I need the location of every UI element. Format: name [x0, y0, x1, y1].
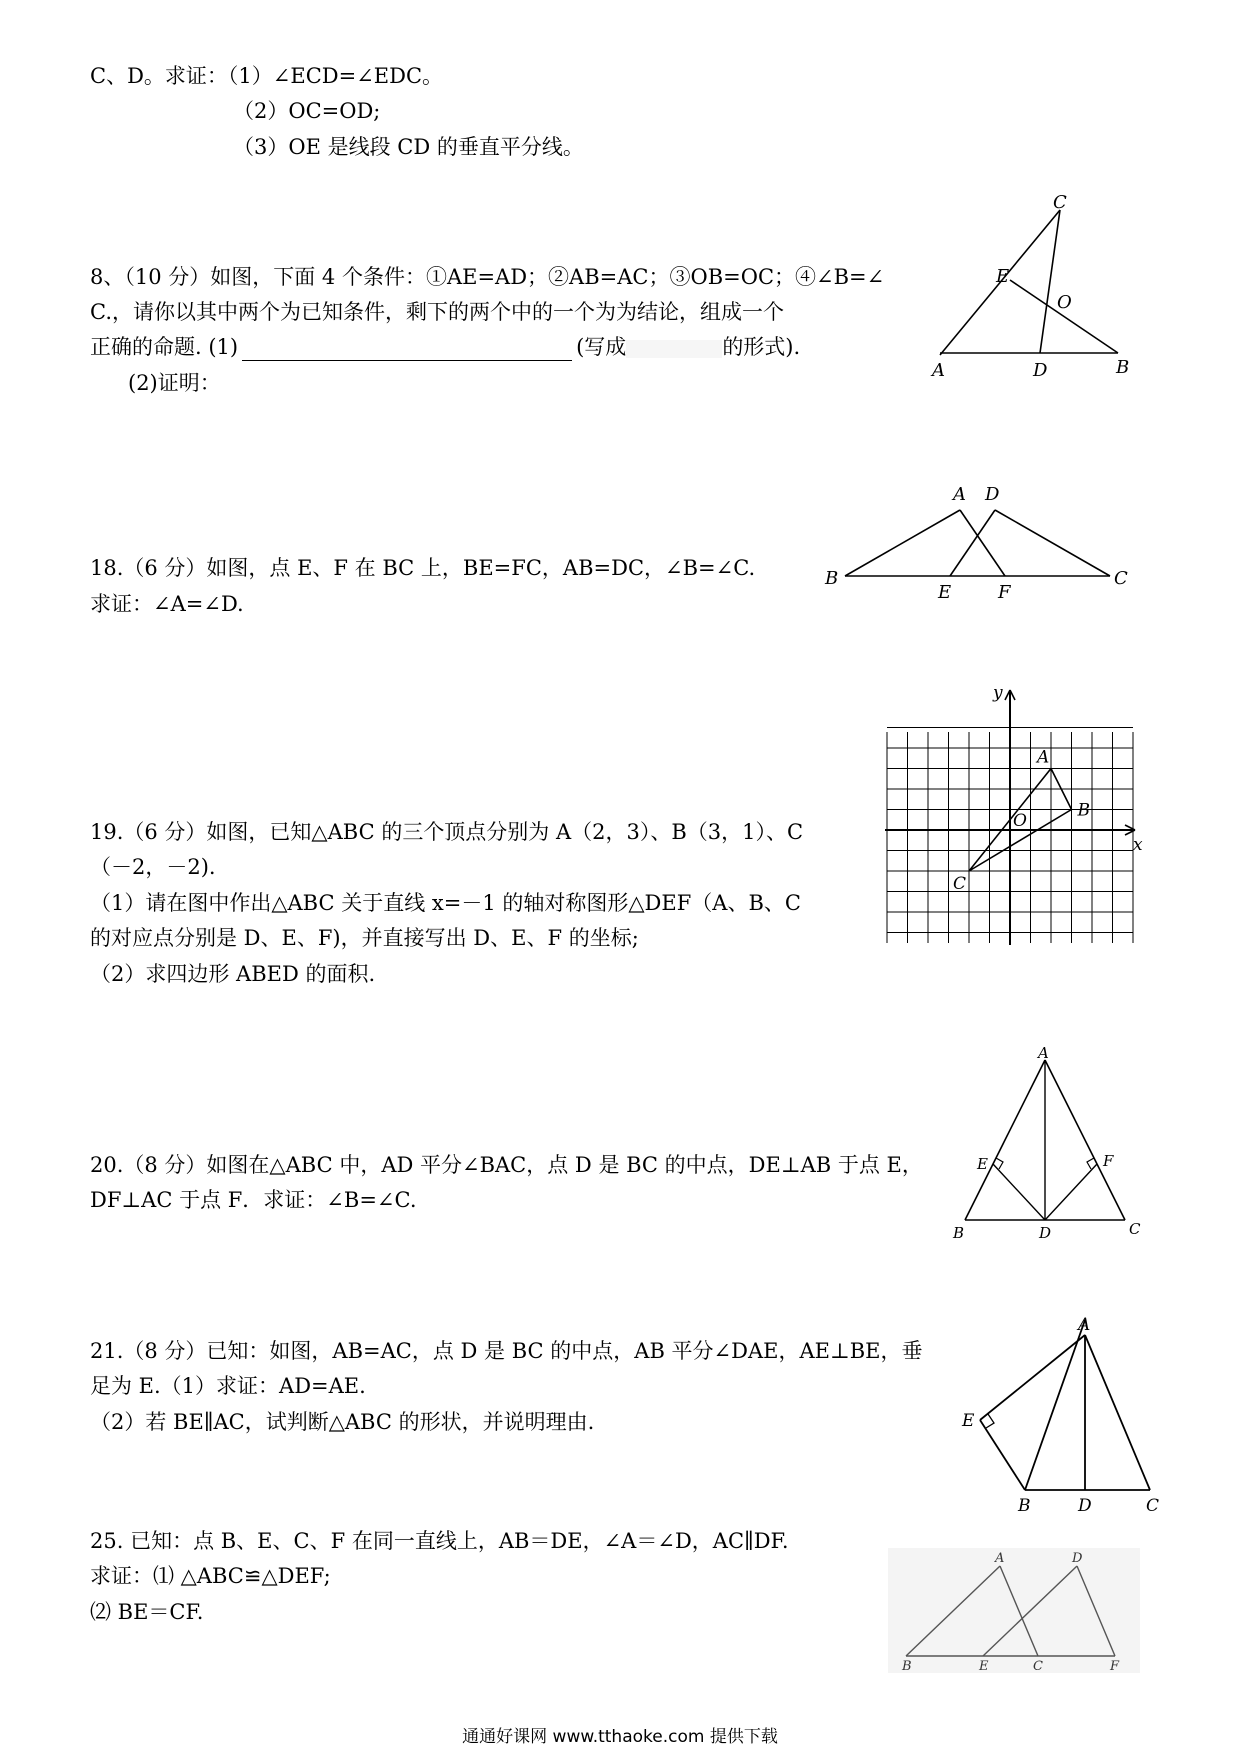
q18-line2: 求证：∠A=∠D. — [90, 592, 244, 616]
figure-q25 — [888, 1548, 1140, 1673]
label-B: B — [1116, 357, 1130, 378]
label-C: C — [953, 874, 967, 894]
figure-q21 — [960, 1315, 1180, 1520]
answer-blank[interactable] — [242, 338, 572, 361]
q21-line1: 21.（8 分）已知：如图，AB=AC，点 D 是 BC 的中点，AB 平分∠DAE，AE⊥BE，垂 — [90, 1339, 923, 1363]
label-A: A — [995, 1551, 1005, 1566]
label-B: B — [1077, 800, 1090, 821]
label-E: E — [962, 1411, 975, 1431]
segment-AF — [960, 510, 1005, 576]
q8-line2: C.，请你以其中两个为已知条件，剩下的两个中的一个为为结论，组成一个 — [90, 300, 784, 324]
q7-line3: （3）OE 是线段 CD 的垂直平分线。 — [233, 135, 584, 159]
q7-line2: （2）OC=OD; — [233, 99, 381, 123]
origin-label: O — [1013, 811, 1027, 831]
label-E: E — [977, 1155, 988, 1173]
segment-DE — [993, 1164, 1045, 1220]
y-axis-label: y — [993, 683, 1003, 703]
q19-line4: 的对应点分别是 D、E、F)，并直接写出 D、E、F 的坐标; — [90, 926, 639, 950]
segment-EB — [1010, 280, 1118, 353]
label-F: F — [998, 582, 1011, 603]
segment-AB — [965, 1060, 1045, 1220]
q8-line3-mid: (写成 — [576, 335, 627, 359]
label-D: D — [1072, 1551, 1083, 1566]
label-C: C — [1033, 1659, 1043, 1674]
label-B: B — [1018, 1496, 1031, 1516]
label-D: D — [985, 484, 1000, 505]
figure-q19 — [885, 680, 1185, 970]
label-A: A — [1078, 1315, 1091, 1335]
segment-AE — [980, 1335, 1085, 1420]
q21-line3: （2）若 BE∥AC，试判断△ABC 的形状，并说明理由. — [90, 1410, 595, 1434]
label-D: D — [1039, 1224, 1052, 1242]
q20-line1: 20.（8 分）如图在△ABC 中，AD 平分∠BAC，点 D 是 BC 的中点，DE⊥AB 于点 E， — [90, 1153, 923, 1177]
q18-line1: 18.（6 分）如图，点 E、F 在 BC 上，BE=FC，AB=DC，∠B=∠C. — [90, 556, 756, 580]
label-D: D — [1033, 360, 1048, 381]
segment-BA — [845, 510, 960, 576]
q19-line1: 19.（6 分）如图，已知△ABC 的三个顶点分别为 A（2，3）、B（3，1）、C — [90, 820, 804, 844]
segment-AC — [1085, 1335, 1150, 1490]
label-F: F — [1103, 1152, 1114, 1170]
right-angle-E — [986, 1414, 994, 1428]
label-B: B — [953, 1224, 965, 1242]
label-B: B — [825, 568, 839, 589]
label-D: D — [1078, 1496, 1092, 1516]
smudge — [626, 340, 722, 358]
q19-line2: （－2，－2). — [90, 855, 216, 879]
label-A: A — [1037, 747, 1050, 768]
segment-EB — [980, 1420, 1025, 1490]
segment-AC — [1045, 1060, 1125, 1220]
label-O: O — [1057, 292, 1072, 313]
label-E: E — [996, 266, 1010, 287]
label-E: E — [979, 1659, 989, 1674]
label-A: A — [932, 360, 945, 381]
segment-ED — [950, 510, 995, 576]
figure-q8 — [932, 192, 1140, 381]
label-A: A — [1038, 1044, 1049, 1062]
segment-DC — [995, 510, 1110, 576]
q8-line3 — [90, 333, 800, 361]
q20-line2: DF⊥AC 于点 F．求证：∠B=∠C. — [90, 1188, 417, 1212]
q7-line1: C、D。求证：（1）∠ECD=∠EDC。 — [90, 64, 444, 88]
q19-line5: （2）求四边形 ABED 的面积. — [90, 962, 376, 986]
figure-background — [888, 1548, 1140, 1673]
segment-AB — [1025, 1320, 1085, 1490]
q19-line3: （1）请在图中作出△ABC 关于直线 x=－1 的轴对称图形△DEF（A、B、C — [90, 891, 801, 915]
label-C: C — [1053, 192, 1067, 213]
q8-line3-prefix: 正确的命题. (1) — [90, 335, 239, 359]
label-A: A — [953, 484, 966, 505]
page-footer: 通通好课网 www.tthaoke.com 提供下载 — [462, 1727, 778, 1747]
figure-q18 — [820, 480, 1140, 603]
q8-line1: 8、（10 分）如图，下面 4 个条件：①AE=AD；②AB=AC；③OB=OC；④∠B=∠ — [90, 265, 885, 289]
q25-line3: ⑵ BE＝CF. — [90, 1600, 204, 1624]
label-C: C — [1146, 1496, 1160, 1516]
x-axis-label: x — [1133, 835, 1143, 855]
figure-q20 — [945, 1044, 1165, 1242]
label-E: E — [938, 582, 952, 603]
q25-line2: 求证：⑴ △ABC≌△DEF; — [90, 1564, 331, 1588]
q25-line1: 25. 已知：点 B、E、C、F 在同一直线上，AB＝DE，∠A＝∠D，AC∥DF. — [90, 1529, 789, 1553]
q21-line2: 足为 E.（1）求证：AD=AE. — [90, 1374, 366, 1398]
segment-DF — [1045, 1164, 1097, 1220]
label-C: C — [1114, 568, 1128, 589]
q8-line3-suffix: 的形式). — [722, 335, 801, 359]
label-F: F — [1110, 1659, 1120, 1674]
label-B: B — [902, 1659, 912, 1674]
q8-line4: (2)证明： — [128, 371, 221, 395]
label-C: C — [1129, 1220, 1141, 1238]
